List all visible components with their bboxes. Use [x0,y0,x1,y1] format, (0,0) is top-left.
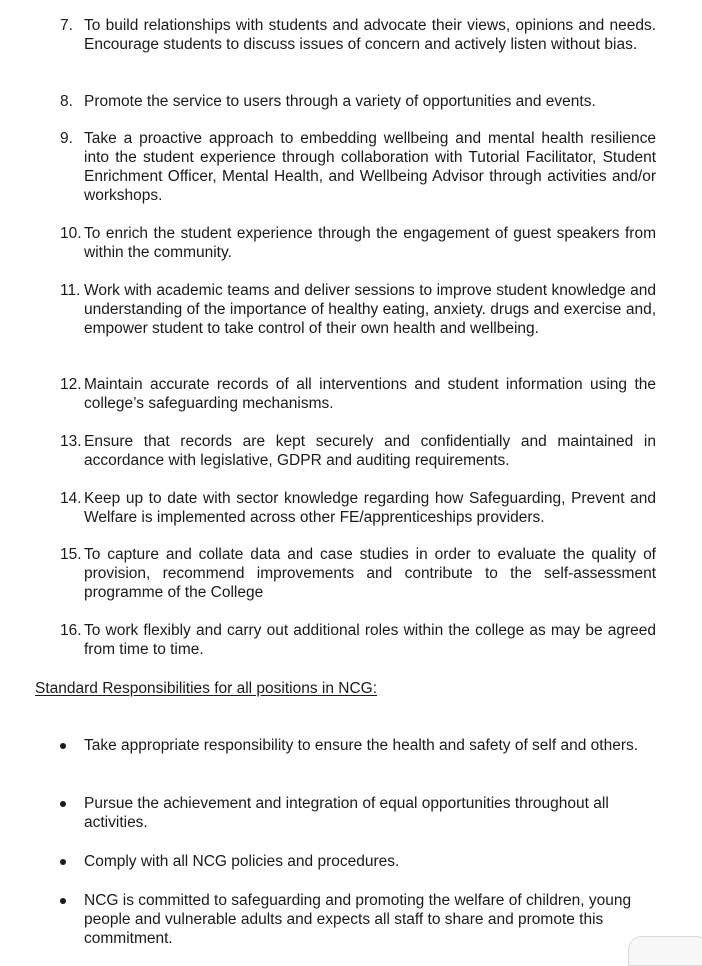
item-number: 13. [60,433,82,450]
numbered-item-11 [60,281,656,338]
numbered-item-9 [60,129,656,205]
bullet-icon [60,859,66,865]
bullet-text: Comply with all NCG policies and procedures. [84,853,400,870]
item-number: 11. [60,282,81,299]
numbered-item-7 [60,16,656,54]
item-number: 16. [60,622,82,639]
bullet-icon [60,898,66,904]
numbered-item-14 [60,489,656,527]
item-text: Work with academic teams and deliver sessions to improve student knowledge and understanding of the importance of healthy eating, anxiety. drugs and exercise and, empower student to take control of their own health and wellbeing. [84,282,656,337]
item-text: Maintain accurate records of all interventions and student information using the college’s safeguarding mechanisms. [84,376,656,412]
section-heading: Standard Responsibilities for all positions in NCG: [35,680,378,697]
numbered-item-16 [60,621,656,659]
bullet-item [60,794,656,832]
item-number: 12. [60,376,82,393]
bullet-item [60,891,656,948]
item-text: Promote the service to users through a variety of opportunities and events. [84,93,596,110]
item-number: 14. [60,490,82,507]
bullet-item [60,852,656,871]
bullet-icon [60,801,66,807]
item-number: 8. [60,93,73,110]
bullet-text: NCG is committed to safeguarding and promoting the welfare of children, young people and vulnerable adults and expects all staff to share and promote this commitment. [84,892,632,947]
bullet-item [60,736,656,755]
bullet-text: Take appropriate responsibility to ensure the health and safety of self and others. [84,737,639,754]
item-number: 10. [60,225,82,242]
item-text: Ensure that records are kept securely and confidentially and maintained in accordance with legislative, GDPR and auditing requirements. [84,433,656,469]
numbered-item-8 [60,92,656,111]
bullet-icon [60,743,66,749]
numbered-item-12 [60,375,656,413]
item-text: Take a proactive approach to embedding wellbeing and mental health resilience into the student experience through collaboration with Tutorial Facilitator, Student Enrichment Officer, Mental Health, and Wellbeing Advisor through activities and/or workshops. [84,130,656,204]
bullet-text: Pursue the achievement and integration of equal opportunities throughout all activities. [84,795,609,831]
item-number: 15. [60,546,82,563]
numbered-item-13 [60,432,656,470]
item-text: To capture and collate data and case studies in order to evaluate the quality of provision, recommend improvements and contribute to the self-assessment programme of the College [84,546,656,601]
scroll-corner-widget[interactable] [628,936,702,966]
item-number: 9. [60,130,73,147]
item-text: To work flexibly and carry out additional roles within the college as may be agreed from time to time. [84,622,656,658]
item-text: To enrich the student experience through the engagement of guest speakers from within the community. [84,225,656,261]
item-number: 7. [60,17,73,34]
numbered-item-10 [60,224,656,262]
item-text: To build relationships with students and advocate their views, opinions and needs. Encourage students to discuss issues of concern and actively listen without bias. [84,17,656,53]
numbered-item-15 [60,545,656,602]
item-text: Keep up to date with sector knowledge regarding how Safeguarding, Prevent and Welfare is implemented across other FE/apprenticeships providers. [84,490,656,526]
